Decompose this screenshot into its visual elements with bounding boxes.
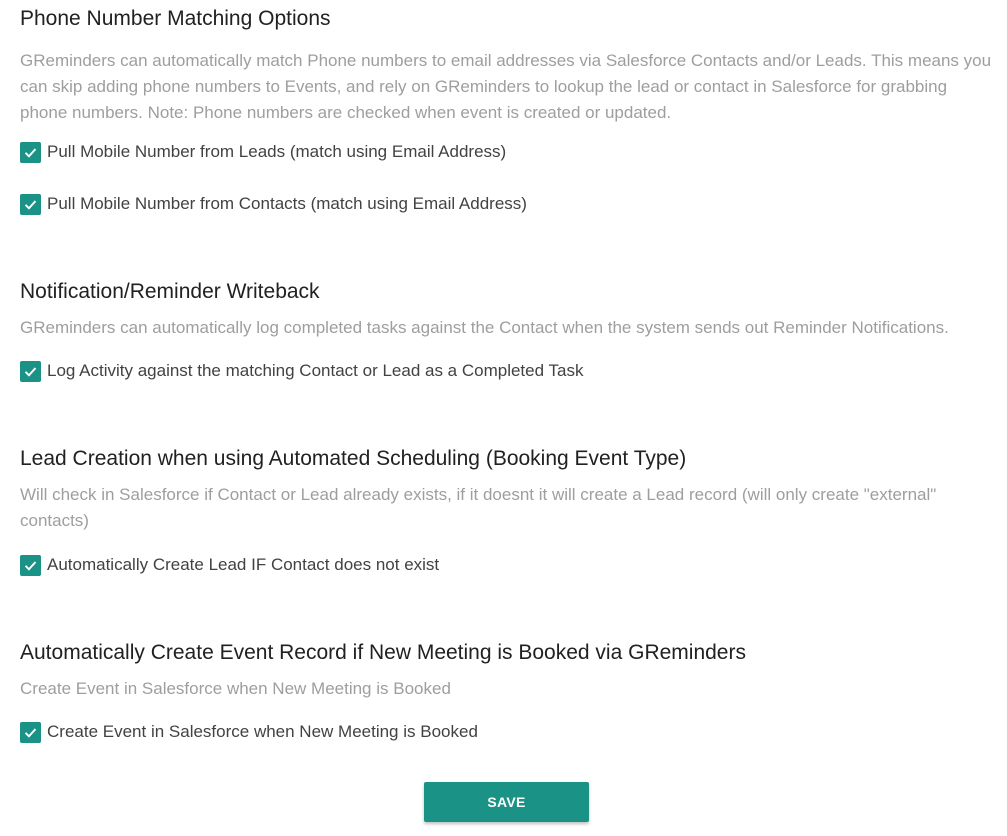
- section-title: Notification/Reminder Writeback: [20, 280, 320, 303]
- checkbox-label: Automatically Create Lead IF Contact does not exist: [47, 555, 440, 574]
- checkmark-icon: [23, 197, 38, 212]
- section-description: GReminders can automatically log completed tasks against the Contact when the system sends out Reminder Notifications.: [20, 318, 949, 337]
- checkbox-box[interactable]: [20, 555, 41, 576]
- checkbox-label: Log Activity against the matching Contact or Lead as a Completed Task: [47, 361, 584, 380]
- section-phone-number-matching: [20, 6, 995, 126]
- checkbox-box[interactable]: [20, 361, 41, 382]
- section-title: Lead Creation when using Automated Scheduling (Booking Event Type): [20, 447, 687, 470]
- checkbox-box[interactable]: [20, 142, 41, 163]
- checkbox-pull-mobile-contacts[interactable]: [20, 192, 527, 216]
- section-notification-writeback: [20, 279, 995, 341]
- checkmark-icon: [23, 558, 38, 573]
- section-description: Create Event in Salesforce when New Meeting is Booked: [20, 679, 451, 698]
- checkbox-pull-mobile-leads[interactable]: [20, 140, 506, 164]
- checkbox-box[interactable]: [20, 722, 41, 743]
- checkbox-log-activity[interactable]: [20, 359, 583, 383]
- save-button[interactable]: SAVE: [424, 782, 589, 822]
- section-title: Automatically Create Event Record if New Meeting is Booked via GReminders: [20, 641, 746, 664]
- checkbox-create-event[interactable]: [20, 720, 478, 744]
- checkbox-label: Create Event in Salesforce when New Meeting is Booked: [47, 722, 478, 741]
- checkmark-icon: [23, 725, 38, 740]
- section-description: GReminders can automatically match Phone numbers to email addresses via Salesforce Contacts and/or Leads. This means you can skip adding phone numbers to Events, and rely on GReminders to lookup the lead or contact in Salesforce for grabbing phone numbers. Note: Phone numbers are checked when event is created or updated.: [20, 51, 992, 122]
- checkbox-label: Pull Mobile Number from Contacts (match using Email Address): [47, 194, 527, 213]
- checkmark-icon: [23, 145, 38, 160]
- checkbox-label: Pull Mobile Number from Leads (match using Email Address): [47, 142, 507, 161]
- section-title: Phone Number Matching Options: [20, 7, 331, 30]
- checkbox-box[interactable]: [20, 194, 41, 215]
- checkmark-icon: [23, 364, 38, 379]
- section-lead-creation: [20, 446, 995, 534]
- checkbox-auto-create-lead[interactable]: [20, 553, 439, 577]
- section-event-record: [20, 640, 995, 702]
- section-description: Will check in Salesforce if Contact or Lead already exists, if it doesnt it will create a Lead record (will only create "external" contacts): [20, 485, 937, 530]
